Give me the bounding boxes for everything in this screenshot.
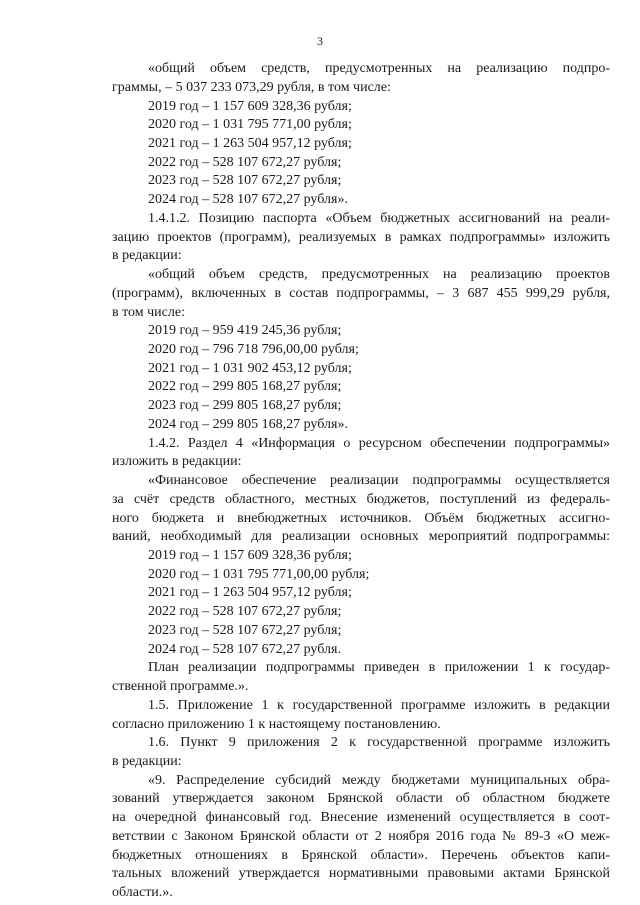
text-line: 2021 год – 1 263 504 957,12 рубля; bbox=[148, 585, 352, 601]
text-line: в редакции: bbox=[112, 753, 182, 769]
text-line: области.». bbox=[112, 885, 173, 900]
text-line: зований утверждается законом Брянской области об областном бюджете bbox=[112, 791, 610, 807]
text-line: 2023 год – 528 107 672,27 рубля; bbox=[148, 622, 342, 638]
text-line: 2019 год – 1 157 609 328,36 рубля; bbox=[148, 98, 352, 114]
text-line: в том числе: bbox=[112, 304, 185, 320]
text-line: «общий объем средств, предусмотренных на реализацию подпро- bbox=[148, 61, 610, 76]
text-line: 2023 год – 528 107 672,27 рубля; bbox=[148, 173, 342, 189]
page-number: 3 bbox=[317, 34, 323, 48]
text-line: в редакции: bbox=[112, 248, 182, 264]
text-line: согласно приложению 1 к настоящему постановлению. bbox=[112, 716, 441, 732]
text-line: «Финансовое обеспечение реализации подпрограммы осуществляется bbox=[148, 473, 610, 488]
text-line: 2024 год – 299 805 168,27 рубля». bbox=[148, 416, 348, 432]
text-line: на очередной финансовый год. Внесение изменений осуществляется в соот- bbox=[112, 810, 610, 826]
text-line: ного бюджета и внебюджетных источников. Объём бюджетных ассигно- bbox=[112, 510, 610, 526]
text-line: План реализации подпрограммы приведен в приложении 1 к государ- bbox=[148, 660, 610, 676]
text-line: 2019 год – 1 157 609 328,36 рубля; bbox=[148, 547, 352, 563]
text-line: тальных вложений утверждается нормативными правовыми актами Брянской bbox=[112, 866, 610, 882]
text-line: 2020 год – 1 031 795 771,00,00 рубля; bbox=[148, 566, 370, 582]
text-line: 2020 год – 1 031 795 771,00 рубля; bbox=[148, 117, 352, 133]
text-line: бюджетных отношениях в Брянской области». Перечень объектов капи- bbox=[112, 847, 610, 863]
text-line: «9. Распределение субсидий между бюджетами муниципальных обра- bbox=[148, 772, 610, 788]
text-line: 2022 год – 528 107 672,27 рубля; bbox=[148, 604, 342, 620]
text-line: 2024 год – 528 107 672,27 рубля». bbox=[148, 192, 348, 208]
text-line: зацию проектов (программ), реализуемых в рамках подпрограммы» изложить bbox=[112, 229, 610, 245]
text-line: ственной программе.». bbox=[112, 679, 249, 694]
text-line: (программ), включенных в состав подпрограммы, – 3 687 455 999,29 рубля, bbox=[112, 285, 610, 301]
text-line: ваний, необходимый для реализации основных мероприятий подпрограммы: bbox=[112, 529, 610, 545]
text-line: 2020 год – 796 718 796,00,00 рубля; bbox=[148, 341, 359, 357]
text-line: 1.4.1.2. Позицию паспорта «Объем бюджетных ассигнований на реали- bbox=[148, 210, 610, 226]
text-line: 2024 год – 528 107 672,27 рубля. bbox=[148, 641, 341, 657]
text-line: 2019 год – 959 419 245,36 рубля; bbox=[148, 323, 342, 339]
text-line: 2022 год – 528 107 672,27 рубля; bbox=[148, 154, 342, 170]
text-line: за счёт средств областного, местных бюджетов, поступлений из федераль- bbox=[112, 491, 610, 507]
text-line: изложить в редакции: bbox=[112, 454, 242, 470]
text-line: «общий объем средств, предусмотренных на реализацию проектов bbox=[148, 267, 610, 282]
text-line: ветствии с Законом Брянской области от 2 ноября 2016 года № 89-З «О меж- bbox=[112, 828, 610, 844]
text-line: 2021 год – 1 031 902 453,12 рубля; bbox=[148, 360, 352, 376]
text-line: 2023 год – 299 805 168,27 рубля; bbox=[148, 398, 342, 414]
text-line: 2022 год – 299 805 168,27 рубля; bbox=[148, 379, 342, 395]
text-line: 1.4.2. Раздел 4 «Информация о ресурсном обеспечении подпрограммы» bbox=[148, 435, 610, 451]
text-line: 1.5. Приложение 1 к государственной программе изложить в редакции bbox=[148, 697, 610, 713]
text-line: 1.6. Пункт 9 приложения 2 к государственной программе изложить bbox=[148, 735, 610, 751]
text-line: 2021 год – 1 263 504 957,12 рубля; bbox=[148, 135, 352, 151]
text-line: граммы, – 5 037 233 073,29 рубля, в том числе: bbox=[112, 79, 391, 95]
